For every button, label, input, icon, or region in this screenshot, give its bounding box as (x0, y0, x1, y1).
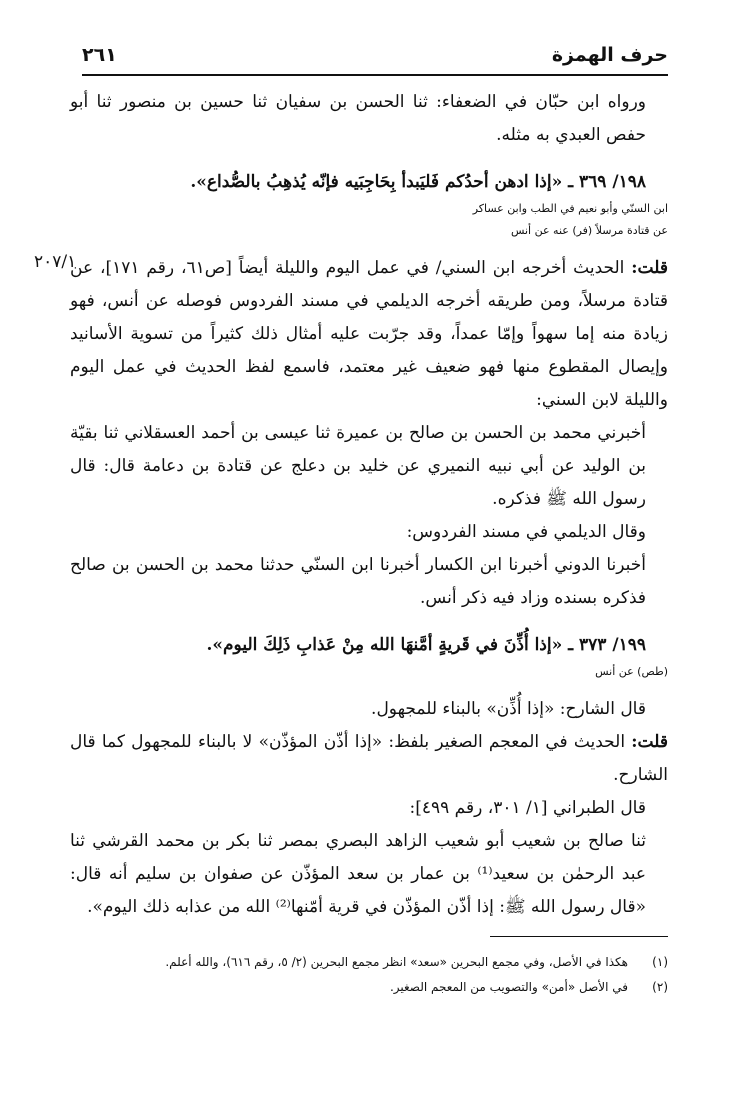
paragraph-ibn-hibban: ورواه ابن حبّان في الضعفاء: ثنا الحسن بن سفيان ثنا حسين بن منصور ثنا أبو حفص العبدي به مثله. (70, 92, 646, 145)
page-number: ٢٦١ (82, 44, 117, 66)
hadith-198: ١٩٨/ ٣٦٩ ـ «إذا ادهن أحدُكم فَليَبدأ بِحَاجِبَيه فإنّه يُذهِبُ بالصُّداع». (190, 172, 646, 192)
hadith-198-source-2: عن قتادة مرسلاً (فر) عنه عن أنس (510, 224, 668, 237)
page-header (82, 40, 668, 70)
paragraph-isnad-tabarani: ثنا صالح بن شعيب أبو شعيب الزاهد البصري بمصر ثنا بكر بن محمد القرشي ثنا عبد الرحمٰن بن سعيد⁽¹⁾ بن عمار بن سعد المؤذّن عن صفوان بن سليم أنه قال: «قال رسول الله ﷺ: إذا أذّن المؤذّن في قرية أمّنها⁽²⁾ الله من عذابه ذلك اليوم». (70, 831, 646, 917)
hadith-199: ١٩٩/ ٣٧٣ ـ «إذا أُذِّنَ في قَريةٍ أمَّنهَا الله مِنْ عَذابِ ذَلِكَ اليوم». (206, 635, 646, 655)
paragraph-isnad-daylami: أخبرنا الدوني أخبرنا ابن الكسار أخبرنا ابن السنّي حدثنا محمد بن الحسن بن صالح فذكره بسنده وزاد فيه ذكر أنس. (70, 555, 646, 608)
footnote-2 (82, 975, 668, 1000)
footnote-1-text: هكذا في الأصل، وفي مجمع البحرين «سعد» انظر مجمع البحرين (٢/ ٥، رقم ٦١٦)، والله أعلم. (165, 955, 628, 969)
hadith-199-source: (طص) عن أنس (595, 665, 668, 678)
paragraph-qult-2-text: الحديث في المعجم الصغير بلفظ: «إذا أذّن المؤذّن» لا بالبناء للمجهول كما قال الشارح. (70, 732, 668, 785)
qult-label-2: قلت: (631, 732, 668, 752)
footnotes (82, 950, 668, 1000)
paragraph-isnad-ibn-sunni: أخبرني محمد بن الحسن بن صالح بن عميرة ثنا عيسى بن أحمد العسقلاني ثنا بقيّة بن الوليد عن أبي نبيه النميري عن خليد بن دعلج عن قتادة بن دعامة قال: قال رسول الله ﷺ فذكره. (70, 423, 646, 509)
footnote-2-text: في الأصل «أمن» والتصويب من المعجم الصغير. (389, 980, 628, 994)
footnote-rule (490, 936, 668, 937)
footnote-1 (82, 950, 668, 975)
paragraph-qult-2 (70, 726, 668, 792)
paragraph-qult-1-text: الحديث أخرجه ابن السني/ في عمل اليوم والليلة أيضاً [ص٦١، رقم ١٧١]، عن قتادة مرسلاً، ومن طريقه أخرجه الديلمي في مسند الفردوس فوصله عن أنس، فهو زيادة منه إما سهواً وإمّا عمداً، وقد جرّبت عليه أمثال ذلك كثيراً من تسوية الأسانيد وإيصال المقطوع منها فهو ضعيف غير معتمد، فاسمع لفظ الحديث في عمل اليوم والليلة لابن السني: (70, 258, 668, 410)
footnote-2-number: (٢) (652, 980, 668, 994)
paragraph-daylami-intro: وقال الديلمي في مسند الفردوس: (406, 522, 646, 542)
paragraph-qult-1 (70, 252, 668, 417)
main-text (34, 86, 669, 924)
footnote-1-number: (١) (652, 955, 668, 969)
margin-reference: ٢٠٧/١ (34, 252, 77, 272)
paragraph-sharih: قال الشارح: «إذا أُذِّن» بالبناء للمجهول. (371, 699, 646, 719)
hadith-198-source-1: ابن السنّي وأبو نعيم في الطب وابن عساكر (472, 202, 668, 215)
header-rule (82, 74, 668, 76)
paragraph-qult-1-wrap (34, 252, 669, 417)
qult-label: قلت: (631, 258, 669, 278)
paragraph-tabarani-ref: قال الطبراني [١/ ٣٠١، رقم ٤٩٩]: (409, 798, 646, 818)
chapter-title: حرف الهمزة (551, 44, 668, 66)
